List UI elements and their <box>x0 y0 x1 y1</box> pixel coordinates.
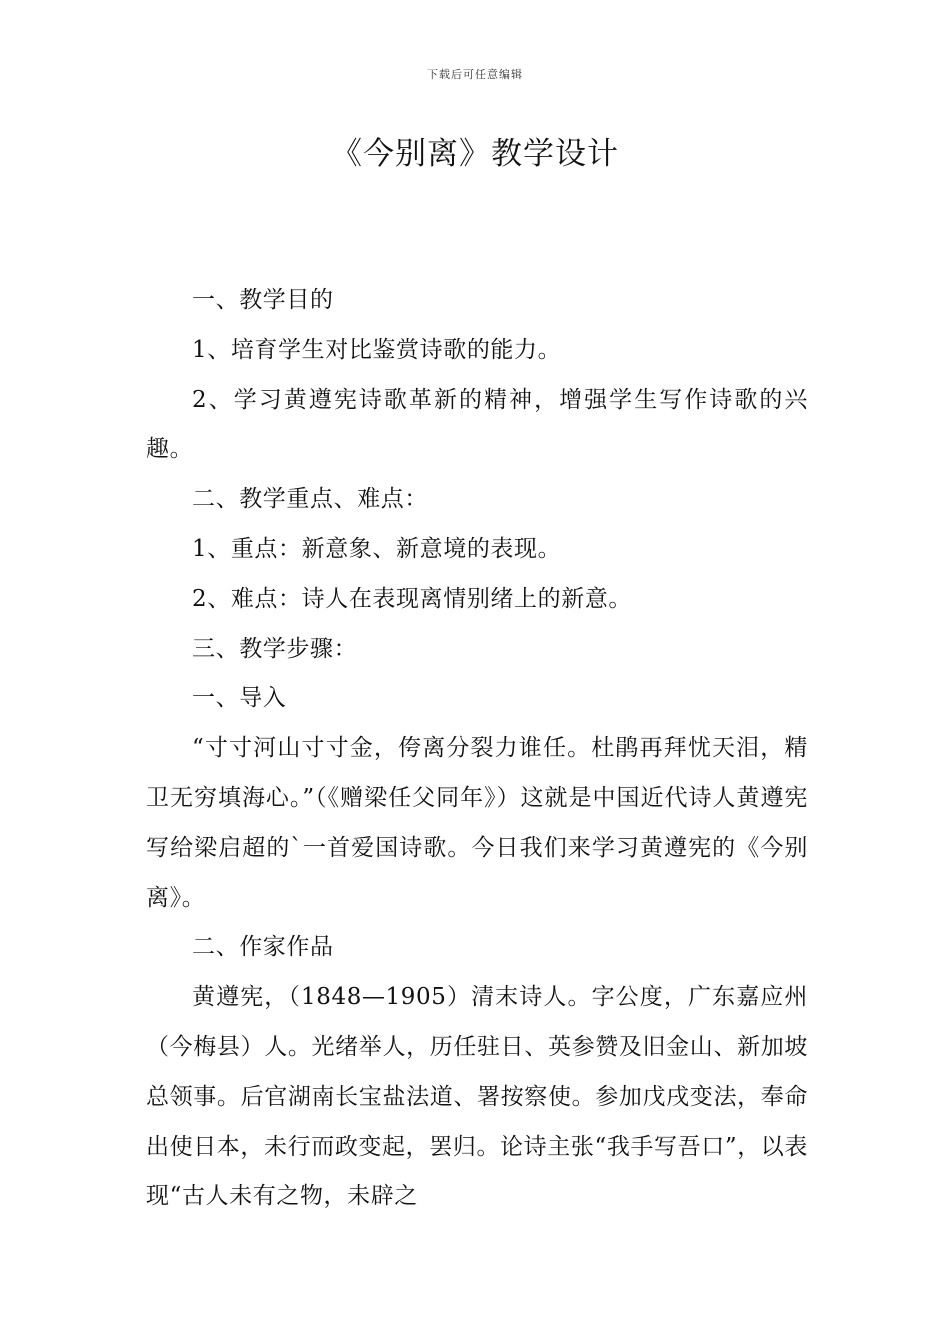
author-biography-paragraph: 黄遵宪，（1848—1905）清末诗人。字公度，广东嘉应州（今梅县）人。光绪举人，历任驻日、英参赞及旧金山、新加坡总领事。后官湖南长宝盐法道、署按察使。参加戊戌变法，奉命出使日本，未行而政变起，罢归。论诗主张“我手写吾口”，以表现“古人未有之物，未辟之 <box>146 984 808 1210</box>
document-title: 《今别离》教学设计 <box>331 136 619 172</box>
page-header-note: 下载后可任意编辑 <box>427 68 523 81</box>
objective-item-2: 2、学习黄遵宪诗歌革新的精神，增强学生写作诗歌的兴趣。 <box>146 386 808 463</box>
introduction-paragraph: “寸寸河山寸寸金，侉离分裂力谁任。杜鹃再拜忧天泪，精卫无穷填海心。”（《赠梁任父同年》）这就是中国近代诗人黄遵宪写给梁启超的`一首爱国诗歌。今日我们来学习黄遵宪的《今别离》。 <box>146 735 808 911</box>
key-point-item-1: 1、重点：新意象、新意境的表现。 <box>192 535 562 562</box>
step-heading-introduction: 一、导入 <box>192 685 287 712</box>
section-heading-key-points: 二、教学重点、难点： <box>192 486 428 513</box>
objective-item-1: 1、培育学生对比鉴赏诗歌的能力。 <box>192 336 562 363</box>
document-body <box>146 276 808 1222</box>
section-heading-objectives: 一、教学目的 <box>192 287 334 313</box>
section-heading-steps: 三、教学步骤： <box>192 635 358 662</box>
key-point-item-2: 2、难点：诗人在表现离情别绪上的新意。 <box>192 585 633 612</box>
step-heading-author-works: 二、作家作品 <box>192 934 334 961</box>
